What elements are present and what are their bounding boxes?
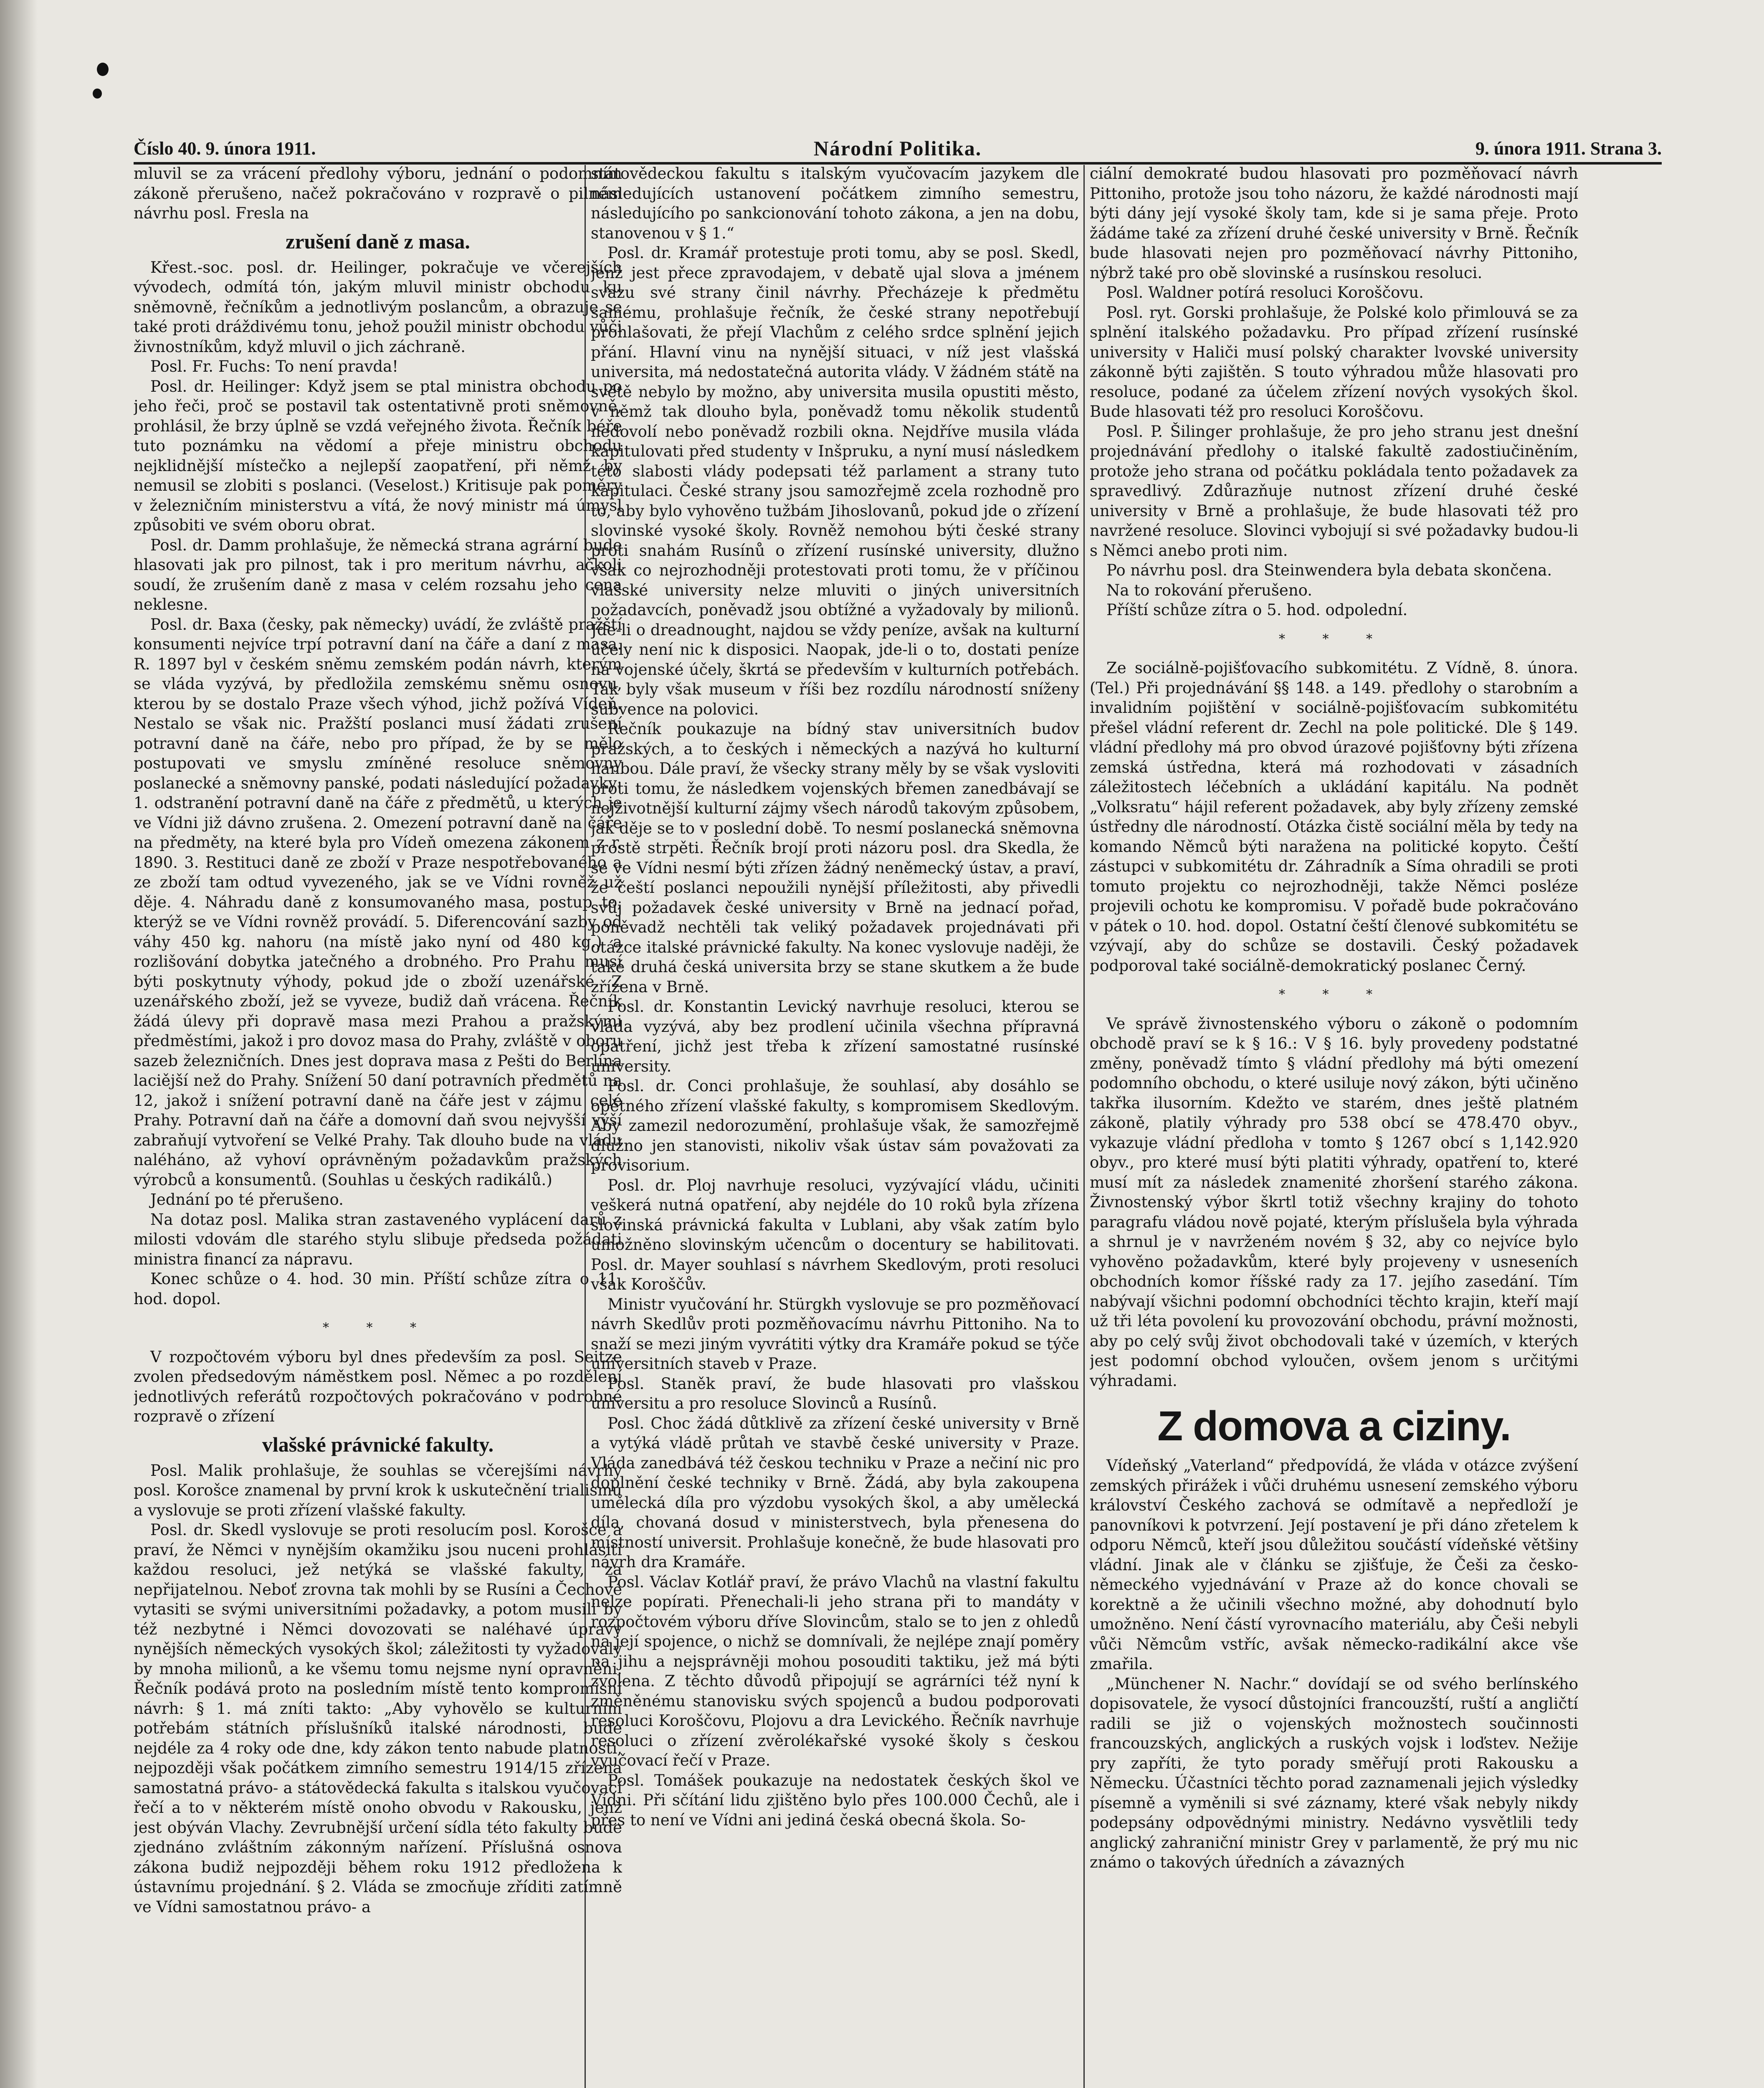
paragraph: Na dotaz posl. Malika stran zastaveného vyplácení darů z milosti vdovám dle starého stylu slibuje předseda požádati ministra financí za nápravu. [134,1210,622,1268]
paragraph: Posl. dr. Damm prohlašuje, že německá strana agrární bude hlasovati jak pro pilnost, tak i pro meritum návrhu, ačkoli soudí, že zrušením daně z masa v celém rozsahu jeho cena neklesne. [134,536,622,613]
column-3 [1090,164,1578,2088]
paragraph: Křest.-soc. posl. dr. Heilinger, pokračuje ve včerejších vývodech, odmítá tón, jakým mluvil ministr obchodu ku sněmovně, řečníkům a jednotlivým poslancům, a obrazuje se také proti dráždivému tonu, jehož použil ministr obchodu vůči živnostníkům, když mluvil o jich záchraně. [134,258,622,356]
paragraph: Posl. dr. Skedl vyslovuje se proti resolucím posl. Korošce a praví, že Němci v nynějším okamžiku jsou nuceni prohlásiti každou resoluci, jež netýká se vlašské fakulty, za nepřijatelnou. Neboť zrovna tak mohli by se Rusíni a Čechové vytasiti se svými universitními požadavky, a potom musili by též nezbytné i Němci dovozovati se naléhavé úpravy nynějších německých vysokých škol; záležitosti ty vyžadovaly by mnoha milionů, a ke všemu tomu nejsme nyní opravněni. Řečník podává proto na posledním místě tento kompromisní návrh: § 1. má zníti takto: „Aby vyhovělo se kulturním potřebám státních příslušníků italské národnosti, bude nejdéle za 4 roky ode dne, kdy zákon tento nabude platnosti, nejpozději však počátkem zimního semestru 1914/15 zřízena samostatná právo- a státovědecká fakulta s italskou vyučovací řečí a to v některém místě onoho obvodu v Rakousku, jenž jest obýván Vlachy. Zevrubnější určení sídla této fakulty bude zjednáno zvláštním zákonným nařízení. Příslušná osnova zákona budiž nejpozději během roku 1912 předložena k ústavnímu projednání. § 2. Vláda se zmocňuje zříditi zatímně ve Vídni samostatnou právo- a [134,1521,622,1916]
paragraph: Ve správě živnostenského výboru o zákoně o podomním obchodě praví se k § 16.: V § 16. byly provedeny podstatné změny, poněvadž tímto § vládní předlohy má býti omezení podomního obchodu, o které usiluje nový zákon, býti učiněno takřka ilusorním. Kdežto ve starém, dnes ještě platném zákoně, platily výhrady pro 538 obcí se 478.470 obyv., vykazuje vládní předloha v tomto § 1267 obcí s 1,142.920 obyv., pro které musí býti platiti výhrady, opatření to, které musí mít za následek znamenité zhoršení starého zákona. Živnostenský výbor škrtl totiž všechny krajiny do tohoto paragrafu vládou nově pojaté, kterým příslušela byla výhrada a shrnul je v navrženém novém § 32, aby co nejvíce bylo vyhověno požadavkům, které byly projeveny v usneseních obchodních komor říšské rady za 17. jejího zasedání. Tím nabývají všichni podomní obchodníci těchto krajin, kteří mají už tři léta povolení ku provozování obchodu, právní možnosti, aby po celý svůj život obchodovali také v územích, v kterých jest podomní obchod vyloučen, ovšem jenom s určitými výhradami. [1090,1014,1578,1390]
paragraph: Posl. Malik prohlašuje, že souhlas se včerejšími návrhy posl. Korošce znamenal by první krok k uskutečnění trialismu a vyslovuje se proti zřízení vlašské fakulty. [134,1461,622,1519]
paragraph: Posl. Choc žádá důtklivě za zřízení české university v Brně a vytýká vládě průtah ve stavbě české university v Praze. Vláda zanedbává též českou techniku v Praze a nečiní nic pro doplnění české techniky v Brně. Žádá, aby byla zakoupena umělecká díla pro výzdobu vysokých škol, a aby umělecká díla, chovaná dosud v ministerstvech, byla přenesena do místností universit. Prohlašuje konečně, že bude hlasovati pro návrh dra Kramáře. [591,1414,1079,1571]
column-1 [134,164,622,2088]
section-separator: * * * [322,1320,433,1335]
section-title: Z domova a ciziny. [1157,1403,1511,1449]
paragraph: státovědeckou fakultu s italským vyučovacím jazykem dle následujících ustanovení počátkem zimního semestru, následujícího po sankcionování tohoto zákona, a jen na dobu, stanovenou v § 1.“ [591,165,1079,242]
paragraph: Ze sociálně-pojišťovacího subkomitétu. Z Vídně, 8. února. (Tel.) Při projednávání §§ 148. a 149. předlohy o starobním a invalidním pojištění v sociálně-pojišťovacím subkomitétu přešel vládní referent dr. Zechl na pole politické. Dle § 149. vládní předlohy má pro obvod úrazové pojišťovny býti zřízena zemská ústředna, která má rozhodovati v zásadních záležitostech léčebních a ukládání kapitálu. Na podnět „Volksratu“ hájil referent požadavek, aby byly zřízeny zemské ústředny dle národností. Otázka čistě sociální měla by tedy na komando Němců býti naražena na politické kopyto. Čeští zástupci v subkomitétu dr. Záhradník a Síma ohradili se proti tomuto projektu co nejrozhodněji, takže Němci posléze projevili ochotu ke kompromisu. V pořadě bude pokračováno v pátek o 10. hod. dopol. Ostatní čeští členové subkomitétu se vzývají, aby do schůze se dostavili. Český požadavek podporoval také sociálně-demokratický poslanec Černý. [1090,659,1578,975]
section-separator: * * * [1278,987,1389,1002]
paragraph: Posl. dr. Heilinger: Když jsem se ptal ministra obchodu po jeho řeči, proč se postavil tak ostentativně proti sněmovně, prohlásil, že brzy úplně se vzdá veřejného života. Řečník béře tuto poznámku na vědomí a přeje ministru obchodu nejklidnější místečko a nejlepší zaopatření, při němž by nemusil se zlobiti s poslanci. (Veselost.) Kritisuje pak poměry v železničním ministerstvu a vítá, že nový ministr má úmysl způsobiti ve svém oboru obrat. [134,377,622,534]
paragraph: Posl. dr. Kramář protestuje proti tomu, aby se posl. Skedl, jenž jest přece zpravodajem, v debatě ujal slova a jménem svazu své strany činil návrhy. Přecházeje k předmětu samému, prohlašuje řečník, že české strany nepotřebují prohlašovati, že přejí Vlachům z celého srdce splnění jejich přání. Hlavní vinu na nynější situaci, v níž jest vlašská universita, má nedostatečná autorita vlády. V žádném státě na světě nebylo by možno, aby universita musila opustiti město, v němž tak dlouho byla, poněvadž tomu několik studentů nedovolí nebo poněvadž rozbili okna. Nejdříve musila vláda kapitulovati před studenty v Inšpruku, a nyní musí následkem této slabosti vlády podepsati též parlament a strany tuto kapitulaci. České strany jsou samozřejmě zcela rozhodně pro to, aby bylo vyhověno tužbám Jihoslovanů, pokud jde o zřízení slovinské vysoké školy. Rovněž nemohou býti české strany proti snahám Rusínů o zřízení rusínské university, dlužno však co nejrozhodněji protestovati proti tomu, že v příčinou vlašské university nelze mluviti o jiných universitních požadavcích, poněvadž jsou obtížné a vyžadovaly by milionů. Jde-li o dreadnought, najdou se vždy peníze, avšak na kulturní účely není nic k disposici. Naopak, jde-li o to, dostati peníze na vojenské účely, škrtá se především v kulturních potřebách. Tak byly však museum v říši bez rozdílu národností sníženy subvence na polovici. [591,244,1079,718]
paragraph: Na to rokování přerušeno. [1106,581,1313,599]
paragraph: Posl. Waldner potírá resoluci Koroščovu. [1106,284,1424,302]
paragraph: Řečník poukazuje na bídný stav universitních budov pražských, a to českých i německých a nazývá ho kulturní hanbou. Dále praví, že všecky strany měly by se však vysloviti proti tomu, že následkem vojenských břemen zanedbávají se nejživotnější kulturní zájmy všech národů takovým způsobem, jak děje se to v poslední době. To nesmí poslanecká sněmovna prostě strpěti. Řečník brojí proti názoru posl. dra Skedla, že se ve Vídni nesmí býti zřízen žádný neněmecký ústav, a praví, že čeští poslanci nepoužili nynější příležitosti, aby přivedli svůj požadavek české university v Brně na jednací pořad, poněvadž nechtěli tak veliký požadavek projednávati při otázce italské právnické fakulty. Na konec vyslovuje naději, že také druhá česká universita brzy se stane skutkem a že bude zřízena v Brně. [591,720,1079,996]
issue-number-date: Číslo 40. 9. února 1911. [134,138,316,159]
paragraph: Posl. dr. Ploj navrhuje resoluci, vyzývající vládu, učiniti veškerá nutná opatření, aby nejdéle do 10 roků byla zřízena slovinská právnická fakulta v Lublani, aby však zatím bylo umožněno slovinským učencům o docentury se habilitovati. Posl. dr. Mayer souhlasí s návrhem Skedlovým, proti resoluci však Koroščův. [591,1176,1079,1293]
paragraph: Posl. dr. Konstantin Levický navrhuje resoluci, kterou se vláda vyzývá, aby bez prodlení učinila všechna přípravná opatření, jichž jest třeba k zřízení samostatné rusínské university. [591,998,1079,1075]
paragraph: Jednání po té přerušeno. [150,1191,344,1209]
paragraph: Posl. Václav Kotlář praví, že právo Vlachů na vlastní fakultu nelze popírati. Přenechali-li jeho strana při to mandáty v rozpočtovém výboru dříve Slovincům, stalo se to jen z ohledů na její spojence, o nichž se domnívali, že nejlépe znají poměry na jihu a nejsprávněji mohou posouditi taktiku, jež má býti zvolena. Z těchto důvodů připojují se agrárníci též nyní k změněnému stanovisku svých spojenců a budou podporovati resoluci Koroščovu, Plojovu a dra Levického. Řečník navrhuje resoluci o zřízení zvěrolékařské vysoké školy s českou vyučovací řečí v Praze. [591,1573,1079,1769]
paragraph: Posl. dr. Baxa (česky, pak německy) uvádí, že zvláště pražští konsumenti nejvíce trpí potravní daní na čáře a daní z masa. R. 1897 byl v českém sněmu zemském podán návrh, kterým se vláda vyzývá, by předložila zemskému sněmu osnovu, kterou by se dostalo Praze všech výhod, jichž požívá Vídeň. Nestalo se však nic. Pražští poslanci musí žádati zrušení potravní daně na čáře, nebo pro případ, že by se mělo postupovati ve smyslu zmíněné resoluce sněmovny poslanecké a sněmovny panské, podati následující požadavky: 1. odstranění potravní daně na čáře z předmětů, u kterých je ve Vídni již dávno zrušena. 2. Omezení potravní daně na čáře na předměty, na které byla pro Vídeň omezena zákonem z r. 1890. 3. Restituci daně ze zboží v Praze nespotřebovaného a ze zboží tam odtud vyvezeného, jak se ve Vídni rovněž už děje. 4. Náhradu daně z konsumovaného masa, postup to, kterýž se ve Vídni rovněž provádí. 5. Diferencování sazby od váhy 450 kg. nahoru (na místě jako nyní od 480 kg.) a rozlišování dobytka jatečného a drobného. Pro Prahu musí býti poskytnuty výhody, pokud jde o zboží uzenářské. Z uzenářského zboží, jež se vyveze, budiž daň vrácena. Řečník žádá úlevy při dopravě masa mezi Prahou a pražskými předměstími, jakož i pro dovoz masa do Prahy, zvláště v oboru sazeb železničních. Dnes jest doprava masa z Pešti do Berlína laciější než do Prahy. Snížení 50 daní potravních předmětů na 12, jakož i snížení potravní daně na čáře jest v zájmu celé Prahy. Potravní daň na čáře a domovní daň svou nejvyšší výší zabraňují vytvoření se Velké Prahy. Tak dlouho bude na vládu naléháno, až vyhoví oprávněným požadavkům pražských výrobců a konsumentů. (Souhlas u českých radikálů.) [134,615,622,1189]
paragraph: ciální demokraté budou hlasovati pro pozměňovací návrh Pittoniho, protože jsou toho názoru, že každé národnosti mají býti dány její vysoké školy tam, kde si je sama přeje. Proto žádáme také za zřízení druhé české university v Brně. Řečník bude hlasovati nejen pro pozměňovací návrhy Pittoniho, nýbrž také pro obě slovinské a rusínskou resoluci. [1090,165,1578,282]
paragraph: Ministr vyučování hr. Stürgkh vyslovuje se pro pozměňovací návrh Skedlův proti pozměňovacímu návrhu Pittoniho. Na to snaží se mezi jiným vyvrátiti výtky dra Kramáře pokud se týče universitních staveb v Praze. [591,1295,1079,1373]
newspaper-title: Národní Politika. [813,137,982,160]
paragraph: Posl. ryt. Gorski prohlašuje, že Polské kolo přimlouvá se za splnění italského požadavku. Pro případ zřízení rusínské university v Haliči musí polský charakter lvovské university zákonně býti zajištěn. S touto výhradou může hlasovati pro resoluce, podané za účelem zřízení nových vysokých škol. Bude hlasovati též pro resoluci Koroščovu. [1090,303,1578,421]
section-heading: vlašské právnické fakulty. [262,1432,494,1456]
paragraph: Konec schůze o 4. hod. 30 min. Příští schůze zítra o 11. hod. dopol. [134,1270,622,1308]
paragraph: Posl. dr. Conci prohlašuje, že souhlasí, aby dosáhlo se opětného zřízení vlašské fakulty, s kompromisem Skedlovým. Aby zamezil nedorozumění, prohlašuje však, že samozřejmě dlužno jen stanovisti, nikoliv však ústav sám považovati za provisorium. [591,1077,1079,1174]
paragraph: Posl. Fr. Fuchs: To není pravda! [150,357,399,375]
paragraph: Příští schůze zítra o 5. hod. odpolední. [1106,601,1408,619]
paragraph: „Münchener N. Nachr.“ dovídají se od svého berlínského dopisovatele, že vysocí důstojníci francouzští, ruští a angličtí radili se již o vojenských možnostech součinnosti francouzských, anglických a ruských vojsk i loďstev. Nežije pry zapříti, že tyto porady směřují proti Rakousku a Německu. Účastníci těchto porad zaznamenali jejich výsledky písemně a vyměnili si své záznamy, které však nebyly nikdy podepsány odpovědnými ministry. Nedávno vysvětlili tedy anglický zahraniční ministr Grey v parlamentě, že prý mu nic známo o takových úředních a závazných [1090,1675,1578,1871]
paragraph: Posl. Staněk praví, že bude hlasovati pro vlašskou universitu a pro resoluce Slovinců a Rusínů. [591,1374,1079,1412]
page-number-date: 9. února 1911. Strana 3. [1475,138,1662,159]
paragraph: V rozpočtovém výboru byl dnes především za posl. Seitze zvolen předsedovým náměstkem posl. Němec a po rozdělení jednotlivých referátů rozpočtových pokračováno v podrobné rozpravě o zřízení [134,1348,622,1425]
paragraph: Posl. Tomášek poukazuje na nedostatek českých škol ve Vídni. Při sčítání lidu zjištěno bylo přes 100.000 Čechů, ale i přes to není ve Vídni ani jediná česká obecná škola. So- [591,1771,1079,1829]
page-edge-shadow [0,0,38,2088]
section-separator: * * * [1278,631,1389,646]
paragraph: Po návrhu posl. dra Steinwendera byla debata skončena. [1106,561,1552,579]
section-heading: zrušení daně z masa. [286,229,470,253]
column-divider [1083,165,1085,2088]
column-2 [591,164,1079,2088]
paragraph: Vídeňský „Vaterland“ předpovídá, že vláda v otázce zvýšení zemských přirážek i vůči druhému usnesení zemského výboru království Českého zachová se odmítavě a nepředloží je panovníkovi k potvrzení. Její postavení je při dáno zřetelem k odporu Němců, kteří jsou důležitou součástí vídeňské většiny vládní. Jinak ale v článku se zjišťuje, že Češi za česko-německého vyjednávání v Praze až do konce chovali se korektně a že učinili všechno možné, aby dohodnutí bylo umožněno. Není částí vyrovnacího materiálu, aby Češi nebyli vůči Němcům vstříc, avšak německo-radikální akce vše zmařila. [1090,1457,1578,1673]
paragraph: mluvil se za vrácení předlohy výboru, jednání o podomním zákoně přerušeno, načež pokračováno v rozpravě o pilném návrhu posl. Fresla na [134,165,622,222]
paragraph: Posl. P. Šilinger prohlašuje, že pro jeho stranu jest dnešní projednávání předlohy o italské fakultě zadostiučiněním, protože jeho strana od počátku pokládala tento požadavek za spravedlivý. Zdůrazňuje nutnost zřízení druhé české university v Brně a prohlašuje, že bude hlasovati též pro navržené resoluce. Slovinci vybojují si své požadavky budou-li s Němci anebo proti nim. [1090,422,1578,560]
punch-hole [97,63,109,76]
punch-hole [93,89,102,99]
